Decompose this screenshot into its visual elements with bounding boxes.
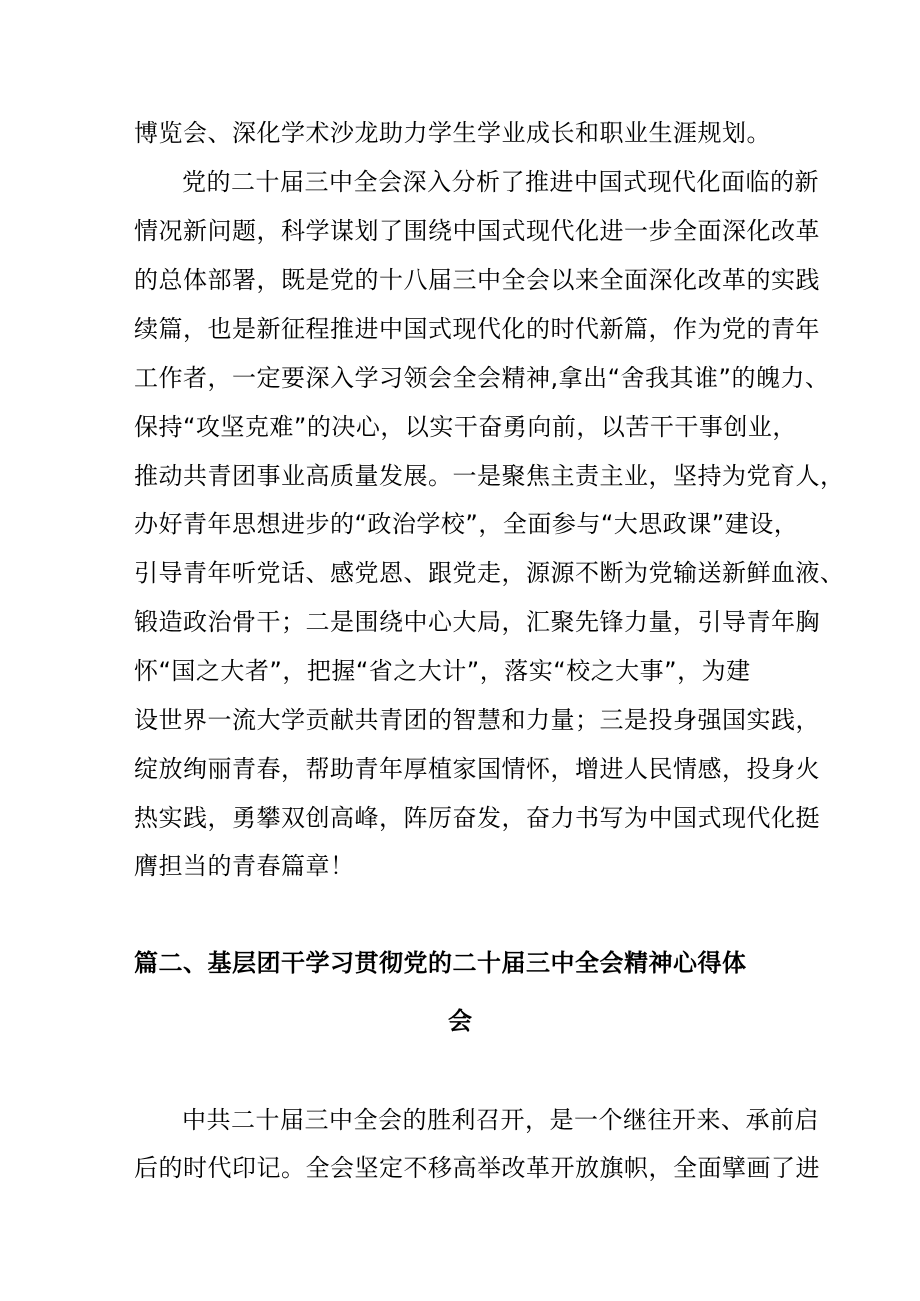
paragraph-line: 续篇，也是新征程推进中国式现代化的时代新篇，作为党的青年 (134, 315, 820, 343)
paragraph-line: 引导青年听党话、感党恩、跟党走，源源不断为党输送新鲜血液、 (134, 559, 845, 587)
paragraph-line: 怀“国之大者”，把握“省之大计”，落实“校之大事”，为建 (134, 657, 751, 685)
paragraph-line: 热实践，勇攀双创高峰，阵厉奋发，奋力书写为中国式现代化挺 (134, 804, 820, 832)
paragraph-line: 绽放绚丽青春，帮助青年厚植家国情怀，增进人民情感，投身火 (134, 755, 820, 783)
paragraph-line: 推动共青团事业高质量发展。一是聚焦主责主业，坚持为党育人， (134, 462, 845, 490)
paragraph-line: 情况新问题，科学谋划了围绕中国式现代化进一步全面深化改革 (134, 217, 820, 245)
paragraph-line: 后的时代印记。全会坚定不移高举改革开放旗帜，全面擘画了进 (134, 1154, 820, 1182)
paragraph-line: 锻造政治骨干；二是围绕中心大局，汇聚先锋力量，引导青年胸 (134, 608, 820, 636)
paragraph-line: 膺担当的青春篇章！ (134, 852, 355, 880)
paragraph-line: 的总体部署，既是党的十八届三中全会以来全面深化改革的实践 (134, 266, 820, 294)
paragraph-line: 中共二十届三中全会的胜利召开，是一个继往开来、承前启 (182, 1106, 819, 1134)
paragraph-line: 博览会、深化学术沙龙助力学生学业成长和职业生涯规划。 (134, 119, 771, 147)
paragraph-line: 保持“攻坚克难”的决心，以实干奋勇向前，以苦干干事创业， (134, 413, 797, 441)
section-heading: 篇二、基层团干学习贯彻党的二十届三中全会精神心得体 (134, 949, 747, 977)
paragraph-line: 党的二十届三中全会深入分析了推进中国式现代化面临的新 (182, 168, 819, 196)
paragraph-line: 办好青年思想进步的“政治学校”，全面参与“大思政课”建设， (134, 510, 799, 538)
section-heading-continuation: 会 (448, 1007, 472, 1035)
paragraph-line: 工作者，一定要深入学习领会全会精神,拿出“舍我其谁”的魄力、 (134, 364, 830, 392)
paragraph-line: 设世界一流大学贡献共青团的智慧和力量；三是投身强国实践， (134, 706, 820, 734)
